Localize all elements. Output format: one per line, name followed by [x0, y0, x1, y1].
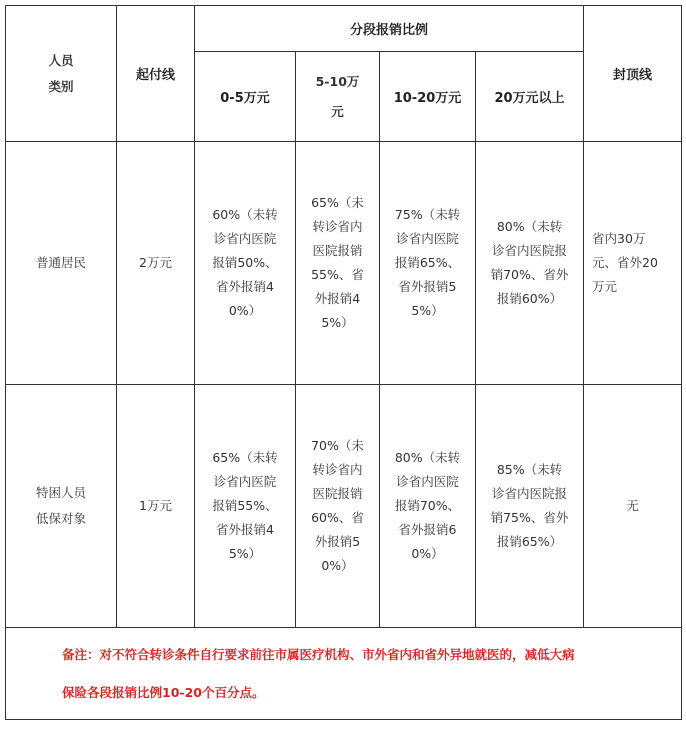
header-range-10-20: 10-20万元	[380, 52, 476, 142]
row-category: 普通居民	[6, 142, 117, 385]
header-segment-ratio: 分段报销比例	[195, 6, 584, 52]
row-threshold: 1万元	[117, 385, 195, 628]
header-cap: 封顶线	[584, 6, 682, 142]
ratio-cell: 80%（未转 诊省内医院 报销70%、 省外报销6 0%）	[380, 385, 476, 628]
insurance-table-container	[5, 5, 682, 720]
ratio-cell: 70%（未 转诊省内 医院报销 60%、省 外报销5 0%）	[296, 385, 380, 628]
insurance-table	[5, 5, 682, 720]
header-range-0-5: 0-5万元	[195, 52, 296, 142]
table-row	[6, 385, 682, 628]
ratio-cell: 75%（未转 诊省内医院 报销65%、 省外报销5 5%）	[380, 142, 476, 385]
header-range-20-plus: 20万元以上	[476, 52, 584, 142]
row-category: 特困人员 低保对象	[6, 385, 117, 628]
row-cap: 省内30万 元、省外20 万元	[584, 142, 682, 385]
row-cap: 无	[584, 385, 682, 628]
ratio-cell: 65%（未 转诊省内 医院报销 55%、省 外报销4 5%）	[296, 142, 380, 385]
row-threshold: 2万元	[117, 142, 195, 385]
header-category: 人员 类别	[6, 6, 117, 142]
ratio-cell: 80%（未转 诊省内医院报 销70%、省外 报销60%）	[476, 142, 584, 385]
header-threshold: 起付线	[117, 6, 195, 142]
ratio-cell: 65%（未转 诊省内医院 报销55%、 省外报销4 5%）	[195, 385, 296, 628]
table-row	[6, 142, 682, 385]
ratio-cell: 85%（未转 诊省内医院报 销75%、省外 报销65%）	[476, 385, 584, 628]
ratio-cell: 60%（未转 诊省内医院 报销50%、 省外报销4 0%）	[195, 142, 296, 385]
header-range-5-10: 5-10万 元	[296, 52, 380, 142]
table-note: 备注：对不符合转诊条件自行要求前往市属医疗机构、市外省内和省外异地就医的，减低大病 保险各段报销比例10-20个百分点。	[6, 628, 682, 720]
